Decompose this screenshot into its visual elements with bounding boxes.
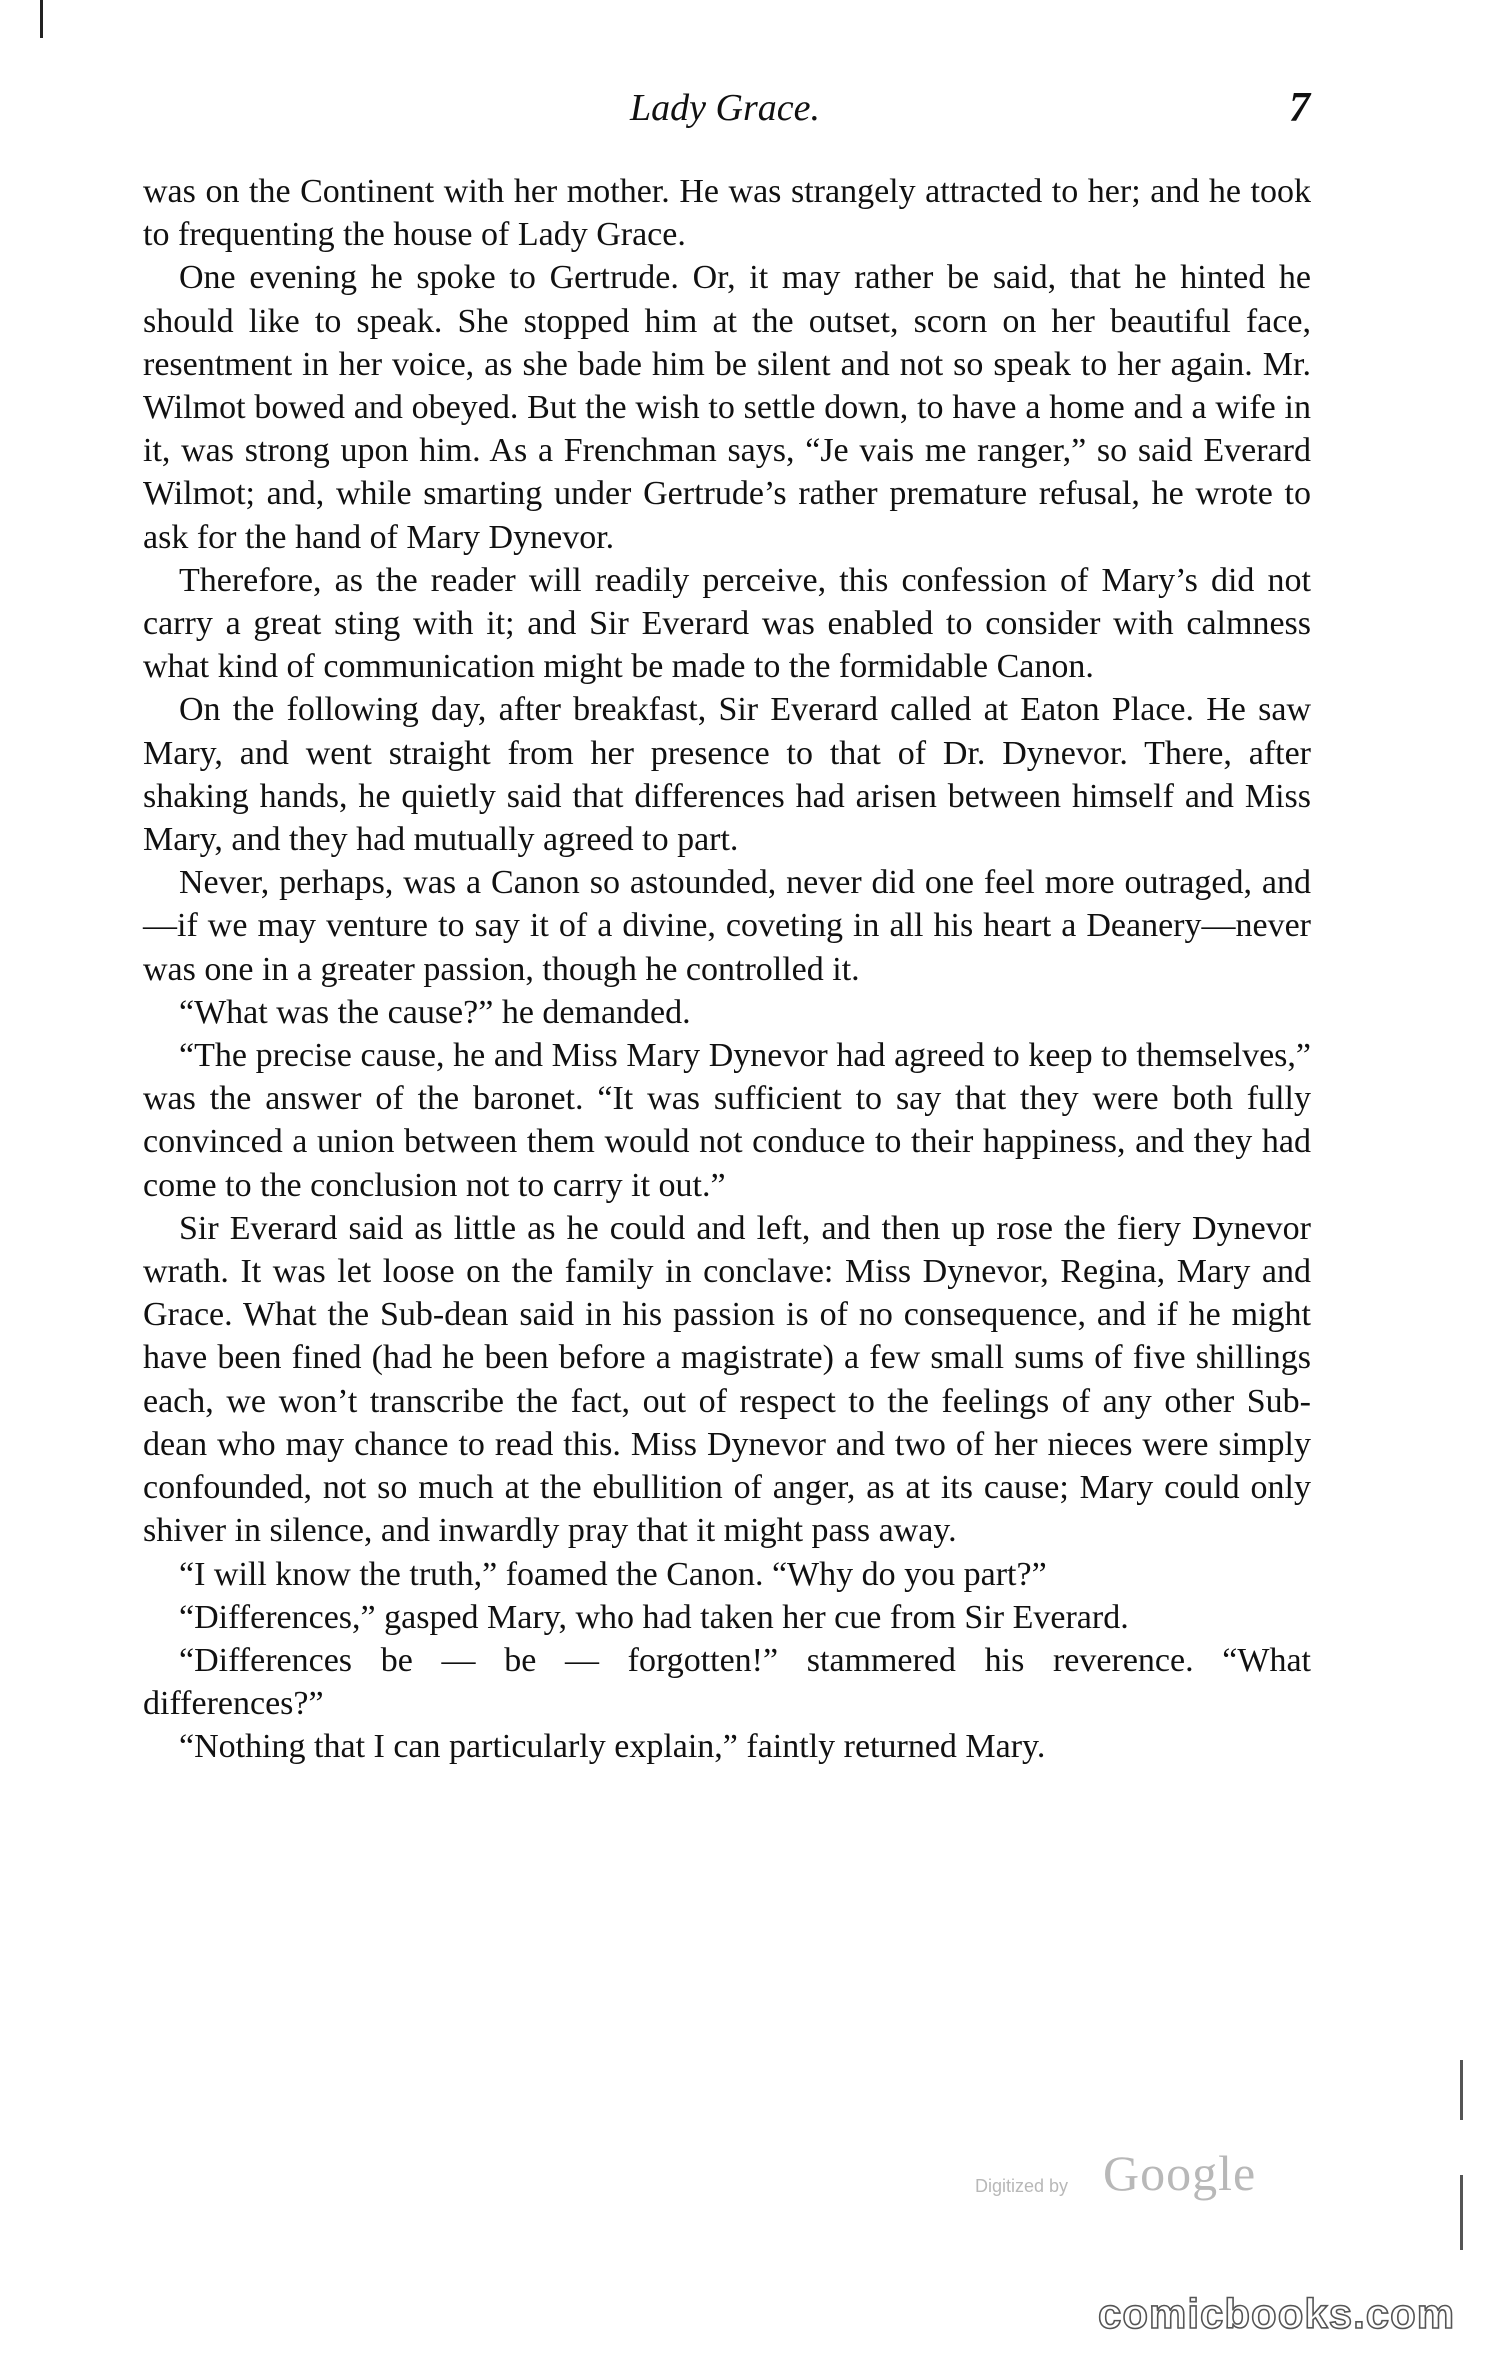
paragraph: Never, perhaps, was a Canon so astounded, never did one feel more outraged, and—if we may venture to say it of a divine, coveting in all his heart a Deanery—never was one in a greater passion, though he controlled it. [143, 864, 1311, 988]
margin-line [1460, 2175, 1463, 2250]
paragraph: One evening he spoke to Gertrude. Or, it may rather be said, that he hinted he should like to speak. She stopped him at the outset, scorn on her beautiful face, resentment in her voice, as she bade him be silent and not so speak to her again. Mr. Wilmot bowed and obeyed. But the wish to settle down, to have a home and a wife in it, was strong upon him. As a Frenchman says, “Je vais me ranger,” so said Everard Wilmot; and, while smarting under Gertrude’s rather premature refusal, he wrote to ask for the hand of Mary Dynevor. [143, 259, 1311, 556]
paragraph: “Nothing that I can particularly explain,” faintly returned Mary. [179, 1728, 1046, 1766]
paragraph: “What was the cause?” he demanded. [179, 993, 691, 1031]
page-number: 7 [1289, 85, 1310, 131]
paragraph: “Differences be — be — forgotten!” stammered his reverence. “What differences?” [143, 1641, 1311, 1723]
running-title: Lady Grace. [630, 87, 820, 129]
paragraph: Sir Everard said as little as he could and left, and then up rose the fiery Dynevor wrath. It was let loose on the family in conclave: Miss Dynevor, Regina, Mary and Grace. What the Sub-dean said in his passion is of no consequence, and if he might have been fined (had he been before a magistrate) a few small sums of five shillings each, we won’t transcribe the fact, out of respect to the feelings of any other Sub-dean who may chance to read this. Miss Dynevor and two of her nieces were simply confounded, not so much at the ebullition of anger, as at its cause; Mary could only shiver in silence, and inwardly pray that it might pass away. [143, 1209, 1311, 1550]
paragraph: was on the Continent with her mother. He was strangely attracted to her; and he took to frequenting the house of Lady Grace. [143, 173, 1311, 254]
paragraph: On the following day, after breakfast, Sir Everard called at Eaton Place. He saw Mary, and went straight from her presence to that of Dr. Dynevor. There, after shaking hands, he quietly said that differences had arisen between himself and Miss Mary, and they had mutually agreed to part. [143, 691, 1311, 859]
body-text [143, 170, 1311, 1769]
scan-edge-mark [40, 0, 43, 38]
page-header [140, 78, 1310, 138]
site-watermark: comicbooks.com [1098, 2290, 1456, 2337]
margin-line [1460, 2060, 1463, 2120]
digitized-by-text: Digitized by [975, 2176, 1069, 2196]
paragraph: “Differences,” gasped Mary, who had taken her cue from Sir Everard. [179, 1598, 1129, 1636]
paragraph: “The precise cause, he and Miss Mary Dynevor had agreed to keep to themselves,” was the answer of the baronet. “It was sufficient to say that they were both fully convinced a union between them would not conduce to their happiness, and they had come to the conclusion not to carry it out.” [143, 1037, 1311, 1204]
google-logo-text: Google [1103, 2145, 1257, 2201]
google-watermark [975, 2145, 1305, 2208]
paragraph: “I will know the truth,” foamed the Canon. “Why do you part?” [179, 1555, 1047, 1593]
paragraph: Therefore, as the reader will readily perceive, this confession of Mary’s did not carry a great sting with it; and Sir Everard was enabled to consider with calmness what kind of communication might be made to the formidable Canon. [143, 561, 1311, 686]
